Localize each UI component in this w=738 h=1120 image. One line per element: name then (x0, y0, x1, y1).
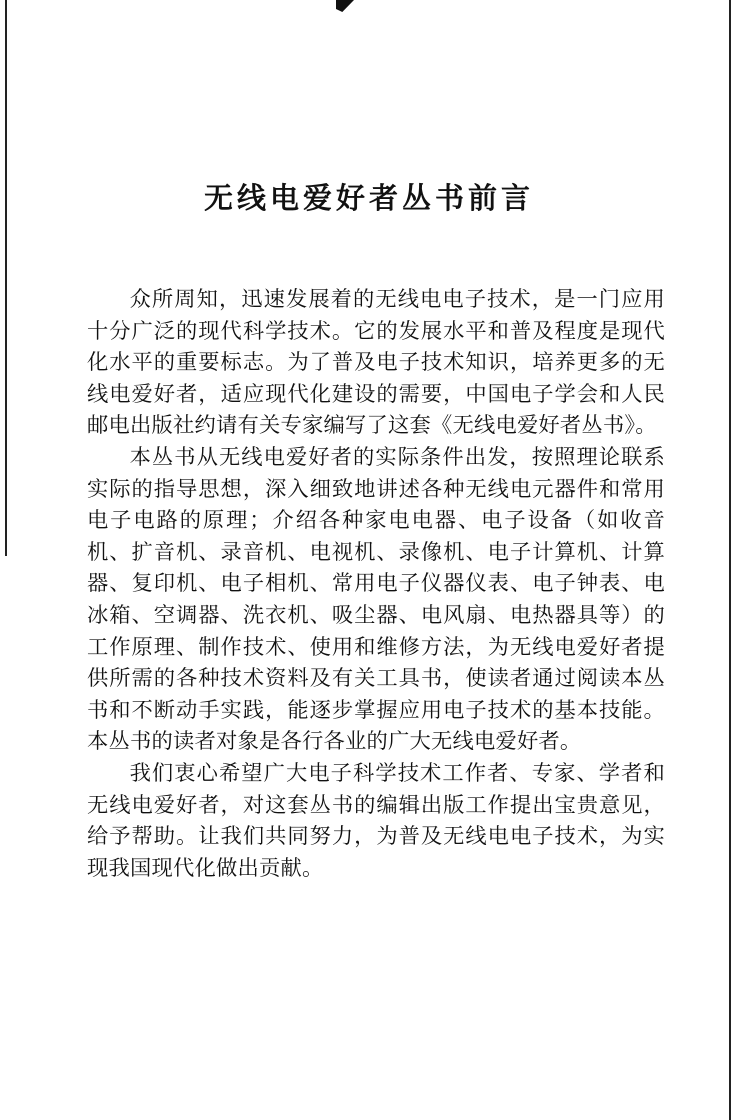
paragraph-2: 本丛书从无线电爱好者的实际条件出发，按照理论联系实际的指导思想，深入细致地讲述各种无线电元器件和常用电子电路的原理；介绍各种家电电器、电子设备（如收音机、扩音机、录音机、电视机、录像机、电子计算机、计算器、复印机、电子相机、常用电子仪器仪表、电子钟表、电冰箱、空调器、洗衣机、吸尘器、电风扇、电热器具等）的工作原理、制作技术、使用和维修方法，为无线电爱好者提供所需的各种技术资料及有关工具书，使读者通过阅读本丛书和不断动手实践，能逐步掌握应用电子技术的基本技能。本丛书的读者对象是各行各业的广大无线电爱好者。 (87, 444, 665, 755)
page-title: 无线电爱好者丛书前言 (203, 181, 534, 215)
paragraph-3: 我们衷心希望广大电子科学技术工作者、专家、学者和无线电爱好者，对这套丛书的编辑出版工作提出宝贵意见，给予帮助。让我们共同努力，为普及无线电电子技术，为实现我国现代化做出贡献。 (87, 760, 665, 881)
preface-body (87, 284, 665, 884)
scan-edge-line-right (729, 0, 731, 1120)
paragraph-1: 众所周知，迅速发展着的无线电电子技术，是一门应用十分广泛的现代科学技术。它的发展水平和普及程度是现代化水平的重要标志。为了普及电子技术知识，培养更多的无线电爱好者，适应现代化建设的需要，中国电子学会和人民邮电出版社约请有关专家编写了这套《无线电爱好者丛书》。 (87, 287, 665, 439)
scan-artifact-mark (336, 0, 354, 12)
scan-edge-line-left (5, 0, 7, 556)
